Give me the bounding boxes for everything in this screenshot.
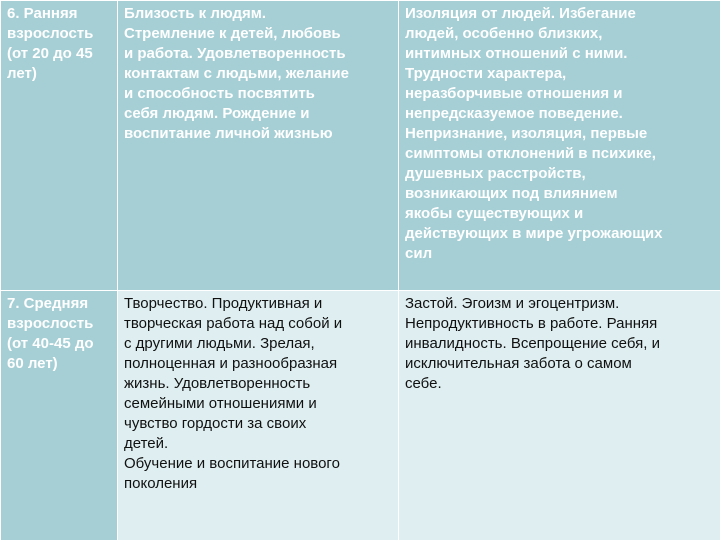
negative-cell: [399, 291, 720, 541]
positive-text: Творчество. Продуктивная и творческая работа над собой и с другими людьми. Зрелая, полноценная и разнообразная жизнь. Удовлетворенность семейными отношениями и чувство гордости за своих детей.: [124, 294, 393, 454]
stage-label: 7. Средняя взрослость (от 40-45 до 60 лет): [7, 294, 112, 374]
table-row: [1, 291, 720, 541]
negative-text: Изоляция от людей. Избегание людей, особенно близких, интимных отношений с ними. Трудности характера, неразборчивые отношения и непредсказуемое поведение. Непризнание, изоляция, первые симптомы отклонений в психике, душевных расстройств, возникающих под влиянием якобы существующих и действующих в мире угрожающих сил: [405, 4, 715, 264]
stage-label: 6. Ранняя взрослость (от 20 до 45 лет): [7, 4, 112, 84]
negative-cell: [399, 1, 720, 291]
positive-cell: [118, 291, 399, 541]
positive-cell: [118, 1, 399, 291]
stage-cell: [1, 291, 118, 541]
table-row: [1, 1, 720, 291]
stage-cell: [1, 1, 118, 291]
positive-extra-text: Обучение и воспитание нового поколения: [124, 454, 393, 494]
negative-text: Застой. Эгоизм и эгоцентризм. Непродуктивность в работе. Ранняя инвалидность. Всепрощение себя, и исключительная забота о самом себе.: [405, 294, 715, 394]
positive-text: Близость к людям. Стремление к детей, любовь и работа. Удовлетворенность контактам с людьми, желание и способность посвятить себя людям. Рождение и воспитание личной жизнью: [124, 4, 393, 144]
